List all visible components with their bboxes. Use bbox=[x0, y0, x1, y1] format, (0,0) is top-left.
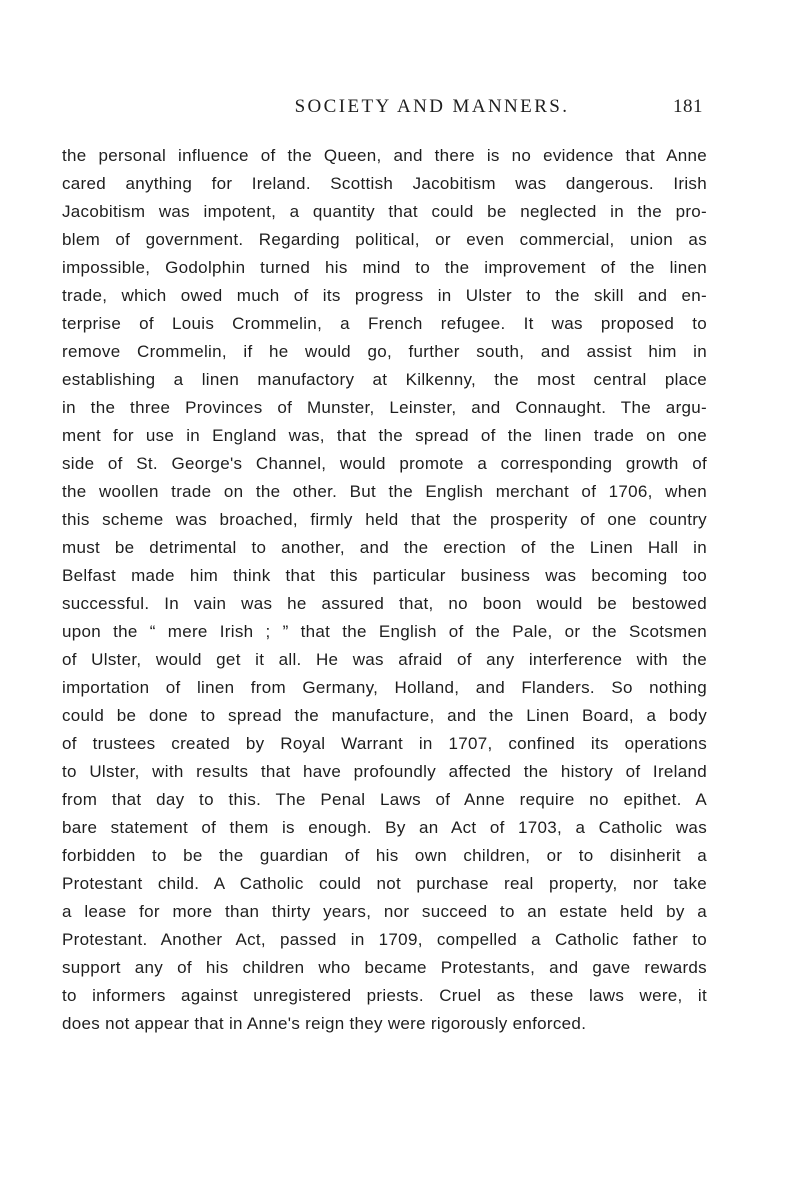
text-line: cared anything for Ireland. Scottish Jacobitism was dangerous. Irish bbox=[62, 174, 707, 193]
text-line: to Ulster, with results that have profoundly affected the history of Ireland bbox=[62, 762, 707, 781]
text-line: upon the “ mere Irish ; ” that the English of the Pale, or the Scotsmen bbox=[62, 622, 707, 641]
text-line: could be done to spread the manufacture, and the Linen Board, a body bbox=[62, 706, 707, 725]
text-line: forbidden to be the guardian of his own children, or to disinherit a bbox=[62, 846, 707, 865]
text-line: importation of linen from Germany, Holland, and Flanders. So nothing bbox=[62, 678, 707, 697]
text-line: ment for use in England was, that the spread of the linen trade on one bbox=[62, 426, 707, 445]
text-line: support any of his children who became Protestants, and gave rewards bbox=[62, 958, 707, 977]
text-line: of Ulster, would get it all. He was afraid of any interference with the bbox=[62, 650, 707, 669]
text-line: Belfast made him think that this particular business was becoming too bbox=[62, 566, 707, 585]
body-paragraph bbox=[62, 142, 707, 1038]
text-line: impossible, Godolphin turned his mind to the improvement of the linen bbox=[62, 258, 707, 277]
text-line: successful. In vain was he assured that, no boon would be bestowed bbox=[62, 594, 707, 613]
text-line: of trustees created by Royal Warrant in 1707, confined its operations bbox=[62, 734, 707, 753]
text-line: Protestant child. A Catholic could not purchase real property, nor take bbox=[62, 874, 707, 893]
text-line: must be detrimental to another, and the erection of the Linen Hall in bbox=[62, 538, 707, 557]
running-title: SOCIETY AND MANNERS. bbox=[294, 96, 570, 117]
text-line: does not appear that in Anne's reign they were rigorously enforced. bbox=[62, 1014, 587, 1033]
text-line: the personal influence of the Queen, and there is no evidence that Anne bbox=[62, 146, 707, 165]
text-line: this scheme was broached, firmly held that the prosperity of one country bbox=[62, 510, 707, 529]
text-line: from that day to this. The Penal Laws of Anne require no epithet. A bbox=[62, 790, 707, 809]
text-line: side of St. George's Channel, would promote a corresponding growth of bbox=[62, 454, 707, 473]
text-line: to informers against unregistered priests. Cruel as these laws were, it bbox=[62, 986, 707, 1005]
running-head bbox=[147, 92, 717, 122]
text-line: remove Crommelin, if he would go, further south, and assist him in bbox=[62, 342, 707, 361]
text-line: establishing a linen manufactory at Kilkenny, the most central place bbox=[62, 370, 707, 389]
text-line: terprise of Louis Crommelin, a French refugee. It was proposed to bbox=[62, 314, 707, 333]
text-line: blem of government. Regarding political, or even commercial, union as bbox=[62, 230, 707, 249]
text-line: Jacobitism was impotent, a quantity that could be neglected in the pro- bbox=[62, 202, 707, 221]
text-line: the woollen trade on the other. But the English merchant of 1706, when bbox=[62, 482, 707, 501]
text-line: trade, which owed much of its progress in Ulster to the skill and en- bbox=[62, 286, 707, 305]
text-line: bare statement of them is enough. By an Act of 1703, a Catholic was bbox=[62, 818, 707, 837]
text-line: Protestant. Another Act, passed in 1709, compelled a Catholic father to bbox=[62, 930, 707, 949]
text-line: in the three Provinces of Munster, Leinster, and Connaught. The argu- bbox=[62, 398, 707, 417]
text-line: a lease for more than thirty years, nor succeed to an estate held by a bbox=[62, 902, 707, 921]
page-number: 181 bbox=[673, 96, 703, 117]
